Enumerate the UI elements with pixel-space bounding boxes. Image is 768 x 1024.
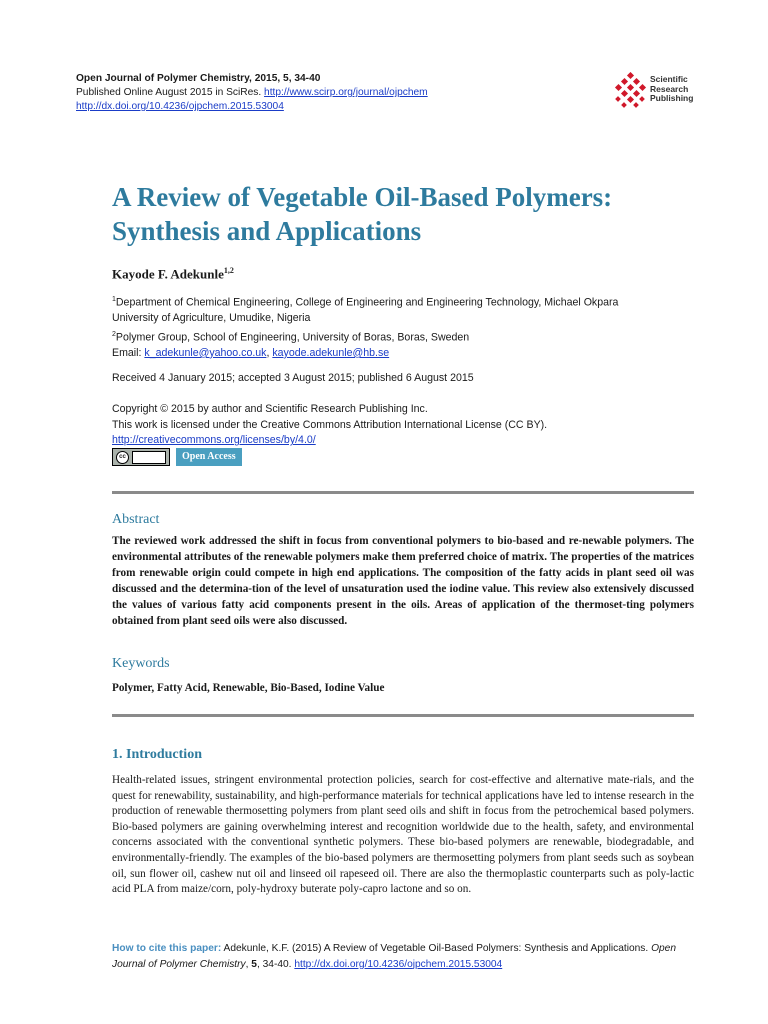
affiliation-1: [112, 292, 712, 311]
license-link[interactable]: http://creativecommons.org/licenses/by/4.0/: [112, 434, 316, 447]
abstract-heading: Abstract: [112, 512, 160, 527]
author-affiliation-marks: 1,2: [223, 266, 234, 275]
abstract-text: The reviewed work addressed the shift in focus from conventional polymers to bio-based and re-newable polymers. The environmental attributes of the renewable polymers make them preferred choice of matrix. The properties of the matrices from renewable origin could compete in high end applications. The composition of the fatty acids in plant seed oil was discussed and the determina-tion of the level of unsaturation used the iodine value. This review also extensively discussed the values of various fatty acid components present in the oils. Areas of application of the thermoset-ting polymers obtained from plant seed oils were also discussed.: [112, 535, 694, 627]
paper-title: [112, 180, 712, 248]
affiliations: [112, 292, 712, 361]
affiliation-1-mark: 1: [112, 296, 116, 303]
logo-text: [650, 75, 693, 104]
cc-icon: cc: [116, 451, 129, 464]
license-badges: [112, 448, 242, 466]
introduction-heading: 1. Introduction: [112, 747, 202, 762]
citation-volume: 5: [251, 958, 257, 970]
journal-header: [76, 72, 428, 114]
author-text: Kayode F. Adekunle: [112, 266, 224, 282]
scirp-logo: [614, 72, 704, 112]
affiliation-2: [112, 327, 712, 346]
logo-line-1: Scientific: [650, 74, 688, 84]
email-link-1[interactable]: k_adekunle@yahoo.co.uk: [144, 346, 267, 359]
email-line: [112, 346, 712, 362]
citation-text-1: Adekunle, K.F. (2015) A Review of Vegetable Oil-Based Polymers: Synthesis and Applications.: [221, 943, 652, 954]
affiliation-2-mark: 2: [112, 330, 116, 338]
scirp-logo-mark: [614, 72, 648, 112]
by-icon: [132, 451, 166, 464]
open-access-badge[interactable]: Open Access: [176, 448, 242, 466]
publication-dates: Received 4 January 2015; accepted 3 August 2015; published 6 August 2015: [112, 372, 474, 384]
email-link-2[interactable]: kayode.adekunle@hb.se: [272, 346, 390, 359]
logo-line-3: Publishing: [650, 93, 694, 103]
journal-citation-line: Open Journal of Polymer Chemistry, 2015, 5, 34-40: [76, 73, 321, 84]
published-line: [76, 86, 428, 100]
title-line-1: A Review of Vegetable Oil-Based Polymers:: [112, 182, 613, 212]
keywords-heading: Keywords: [112, 656, 170, 671]
email-separator: ,: [266, 346, 273, 359]
published-text: Published Online August 2015 in SciRes.: [76, 87, 265, 98]
doi-link[interactable]: http://dx.doi.org/10.4236/ojpchem.2015.53004: [76, 101, 284, 112]
title-line-2: Synthesis and Applications: [112, 216, 422, 246]
cc-by-badge[interactable]: [112, 448, 170, 466]
citation-journal: Open Journal of Polymer Chemistry: [112, 943, 676, 970]
citation-text-2: ,: [245, 958, 252, 970]
citation-block: [112, 941, 702, 972]
affiliation-1-line-1: Department of Chemical Engineering, College of Engineering and Engineering Technology, Michael Okpara: [115, 296, 619, 309]
citation-label: How to cite this paper:: [112, 943, 222, 954]
affiliation-1-line-2: University of Agriculture, Umudike, Nigeria: [112, 312, 311, 325]
logo-line-2: Research: [650, 83, 689, 94]
copyright-line: Copyright © 2015 by author and Scientific Research Publishing Inc.: [112, 403, 428, 415]
divider-bottom: [112, 714, 694, 717]
citation-doi-link[interactable]: http://dx.doi.org/10.4236/ojpchem.2015.53004: [294, 958, 503, 970]
journal-url-link[interactable]: http://www.scirp.org/journal/ojpchem: [264, 87, 428, 98]
copyright-block: [112, 402, 712, 449]
license-line: This work is licensed under the Creative Commons Attribution International License (CC BY).: [112, 418, 548, 431]
email-label: Email:: [112, 346, 145, 359]
citation-text-3: , 34-40.: [256, 958, 295, 970]
affiliation-2-text: Polymer Group, School of Engineering, University of Boras, Boras, Sweden: [115, 331, 470, 344]
keywords-text: Polymer, Fatty Acid, Renewable, Bio-Based, Iodine Value: [112, 682, 385, 694]
introduction-text: Health-related issues, stringent environmental protection policies, search for cost-effective and alternative mate-rials, and the quest for renewability, sustainability, and high-performance materials for technical applications have led to intense research in the production of renewable thermosetting polymers from plant seed oils and shift in focus from the petrochemical based polymers. Bio-based polymers are gaining overwhelming interest and recognition worldwide due to the health, safety, and environmental concerns associated with the conventional synthetic polymers. These bio-based polymers are renewable, biodegradable, and environmentally-friendly. The examples of the bio-based polymers are thermosetting polymers from plant seeds such as soybean oil, sun flower oil, cashew nut oil and linseed oil rapeseed oil. There are also the thermoplastic counterparts such as poly-lactic acid PLA from maize/corn, poly-hydroxy buterate poly-capro lactone and so on.: [112, 774, 694, 896]
author-name: [112, 266, 234, 282]
divider-top: [112, 491, 694, 494]
